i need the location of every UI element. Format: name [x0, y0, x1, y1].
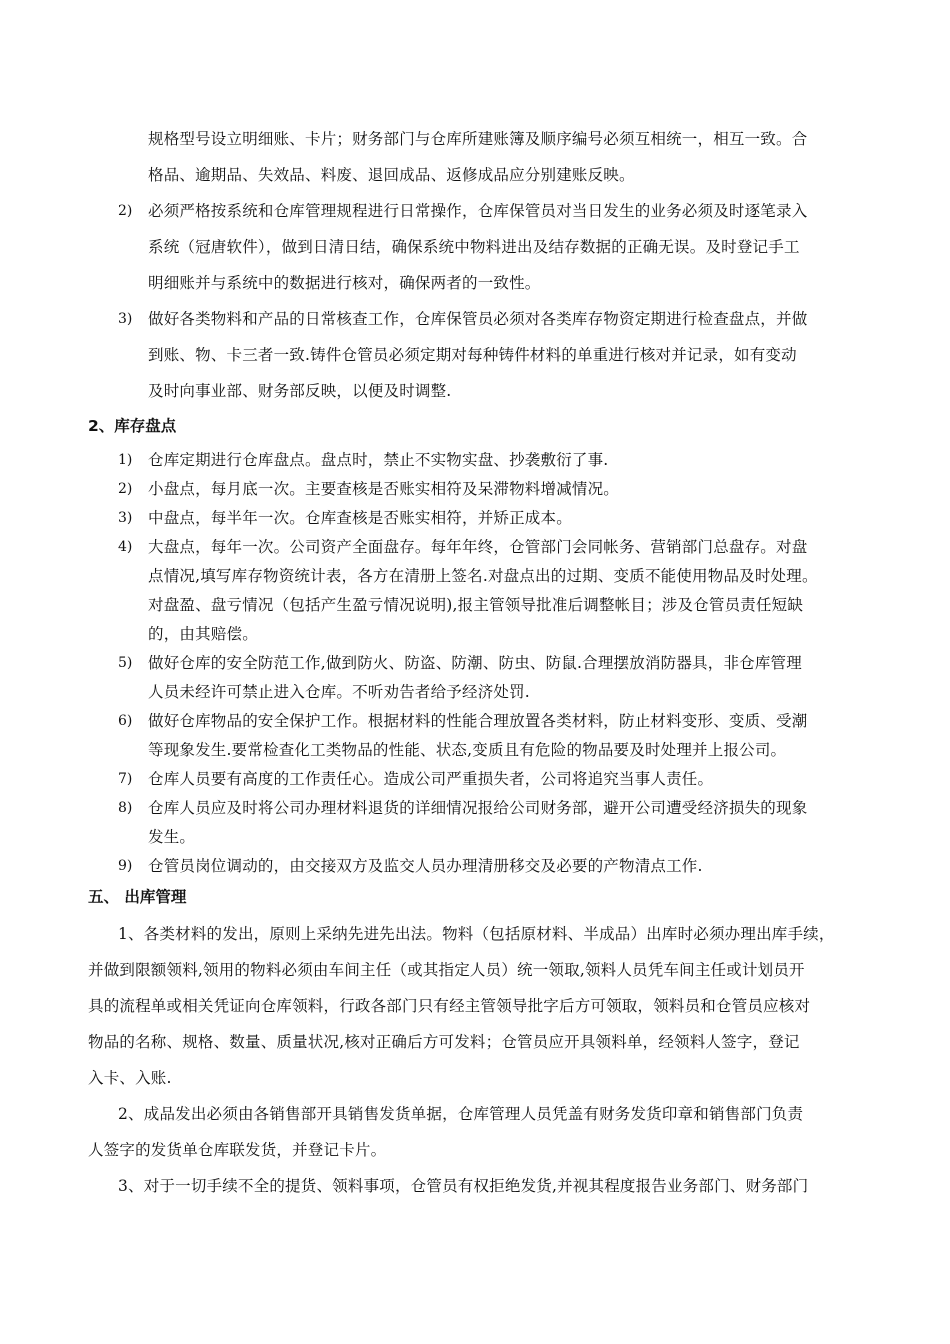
paragraph-line: 1、各类材料的发出，原则上采纳先进先出法。物料（包括原材料、半成品）出库时必须办理出库手续， [118, 925, 835, 943]
list-number: 7) [118, 771, 133, 787]
text-line: 人员未经许可禁止进入仓库。不听劝告者给予经济处罚. [148, 683, 530, 701]
text-line: 等现象发生.要常检查化工类物品的性能、状态,变质且有危险的物品要及时处理并上报公司。 [148, 741, 787, 759]
text-line: 的，由其赔偿。 [148, 625, 258, 643]
text-line: 做好仓库的安全防范工作,做到防火、防盗、防潮、防虫、防鼠.合理摆放消防器具，非仓库管理 [148, 654, 802, 672]
list-number: 1) [118, 452, 133, 468]
paragraph-line: 入卡、入账. [88, 1069, 172, 1087]
list-number: 3) [118, 510, 133, 526]
list-number: 2) [118, 203, 133, 219]
text-line: 格品、逾期品、失效品、料废、退回成品、返修成品应分别建账反映。 [148, 166, 635, 184]
text-line: 对盘盈、盘亏情况（包括产生盈亏情况说明),报主管领导批准后调整帐目；涉及仓管员责任短缺 [148, 596, 804, 614]
text-line: 明细账并与系统中的数据进行核对，确保两者的一致性。 [148, 274, 541, 292]
text-line: 发生。 [148, 828, 196, 846]
text-line: 及时向事业部、财务部反映，以便及时调整. [148, 382, 452, 400]
list-number: 3) [118, 311, 133, 327]
list-number: 9) [118, 858, 133, 874]
text-line: 点情况,填写库存物资统计表，各方在清册上签名.对盘点出的过期、变质不能使用物品及时处理。 [148, 567, 818, 585]
text-line: 仓库定期进行仓库盘点。盘点时，禁止不实物实盘、抄袭敷衍了事. [148, 451, 609, 469]
text-line: 仓库人员要有高度的工作责任心。造成公司严重损失者，公司将追究当事人责任。 [148, 770, 714, 788]
text-line: 仓库人员应及时将公司办理材料退货的详细情况报给公司财务部，避开公司遭受经济损失的现象 [148, 799, 808, 817]
list-number: 6) [118, 713, 133, 729]
list-number: 8) [118, 800, 133, 816]
text-line: 做好各类物料和产品的日常核查工作，仓库保管员必须对各类库存物资定期进行检查盘点，并做 [148, 310, 808, 328]
section-heading: 2、库存盘点 [88, 417, 177, 435]
list-number: 5) [118, 655, 133, 671]
text-line: 必须严格按系统和仓库管理规程进行日常操作，仓库保管员对当日发生的业务必须及时逐笔录入 [148, 202, 808, 220]
paragraph-line: 并做到限额领料,领用的物料必须由车间主任（或其指定人员）统一领取,领料人员凭车间主任或计划员开 [88, 961, 805, 979]
text-line: 仓管员岗位调动的，由交接双方及监交人员办理清册移交及必要的产物清点工作. [148, 857, 703, 875]
text-line: 系统（冠唐软件），做到日清日结，确保系统中物料进出及结存数据的正确无误。及时登记手工 [148, 238, 800, 256]
list-number: 2) [118, 481, 133, 497]
text-line: 到账、物、卡三者一致.铸件仓管员必须定期对每种铸件材料的单重进行核对并记录，如有变动 [148, 346, 797, 364]
list-number: 4) [118, 539, 133, 555]
paragraph-line: 2、成品发出必须由各销售部开具销售发货单据，仓库管理人员凭盖有财务发货印章和销售部门负责 [118, 1105, 804, 1123]
paragraph-line: 物品的名称、规格、数量、质量状况,核对正确后方可发料；仓管员应开具领料单，经领料人签字，登记 [88, 1033, 800, 1051]
section-heading: 五、 出库管理 [88, 888, 187, 906]
paragraph-line: 具的流程单或相关凭证向仓库领料，行政各部门只有经主管领导批字后方可领取，领料员和仓管员应核对 [88, 997, 811, 1015]
text-line: 中盘点，每半年一次。仓库查核是否账实相符，并矫正成本。 [148, 509, 572, 527]
text-line: 大盘点，每年一次。公司资产全面盘存。每年年终，仓管部门会同帐务、营销部门总盘存。对盘 [148, 538, 808, 556]
paragraph-line: 3、对于一切手续不全的提货、领料事项，仓管员有权拒绝发货,并视其程度报告业务部门、财务部门 [118, 1177, 809, 1195]
text-line: 规格型号设立明细账、卡片；财务部门与仓库所建账簿及顺序编号必须互相统一，相互一致。合 [148, 130, 808, 148]
text-line: 小盘点，每月底一次。主要查核是否账实相符及呆滞物料增减情况。 [148, 480, 620, 498]
text-line: 做好仓库物品的安全保护工作。根据材料的性能合理放置各类材料，防止材料变形、变质、受潮 [148, 712, 808, 730]
paragraph-line: 人签字的发货单仓库联发货，并登记卡片。 [88, 1141, 387, 1159]
